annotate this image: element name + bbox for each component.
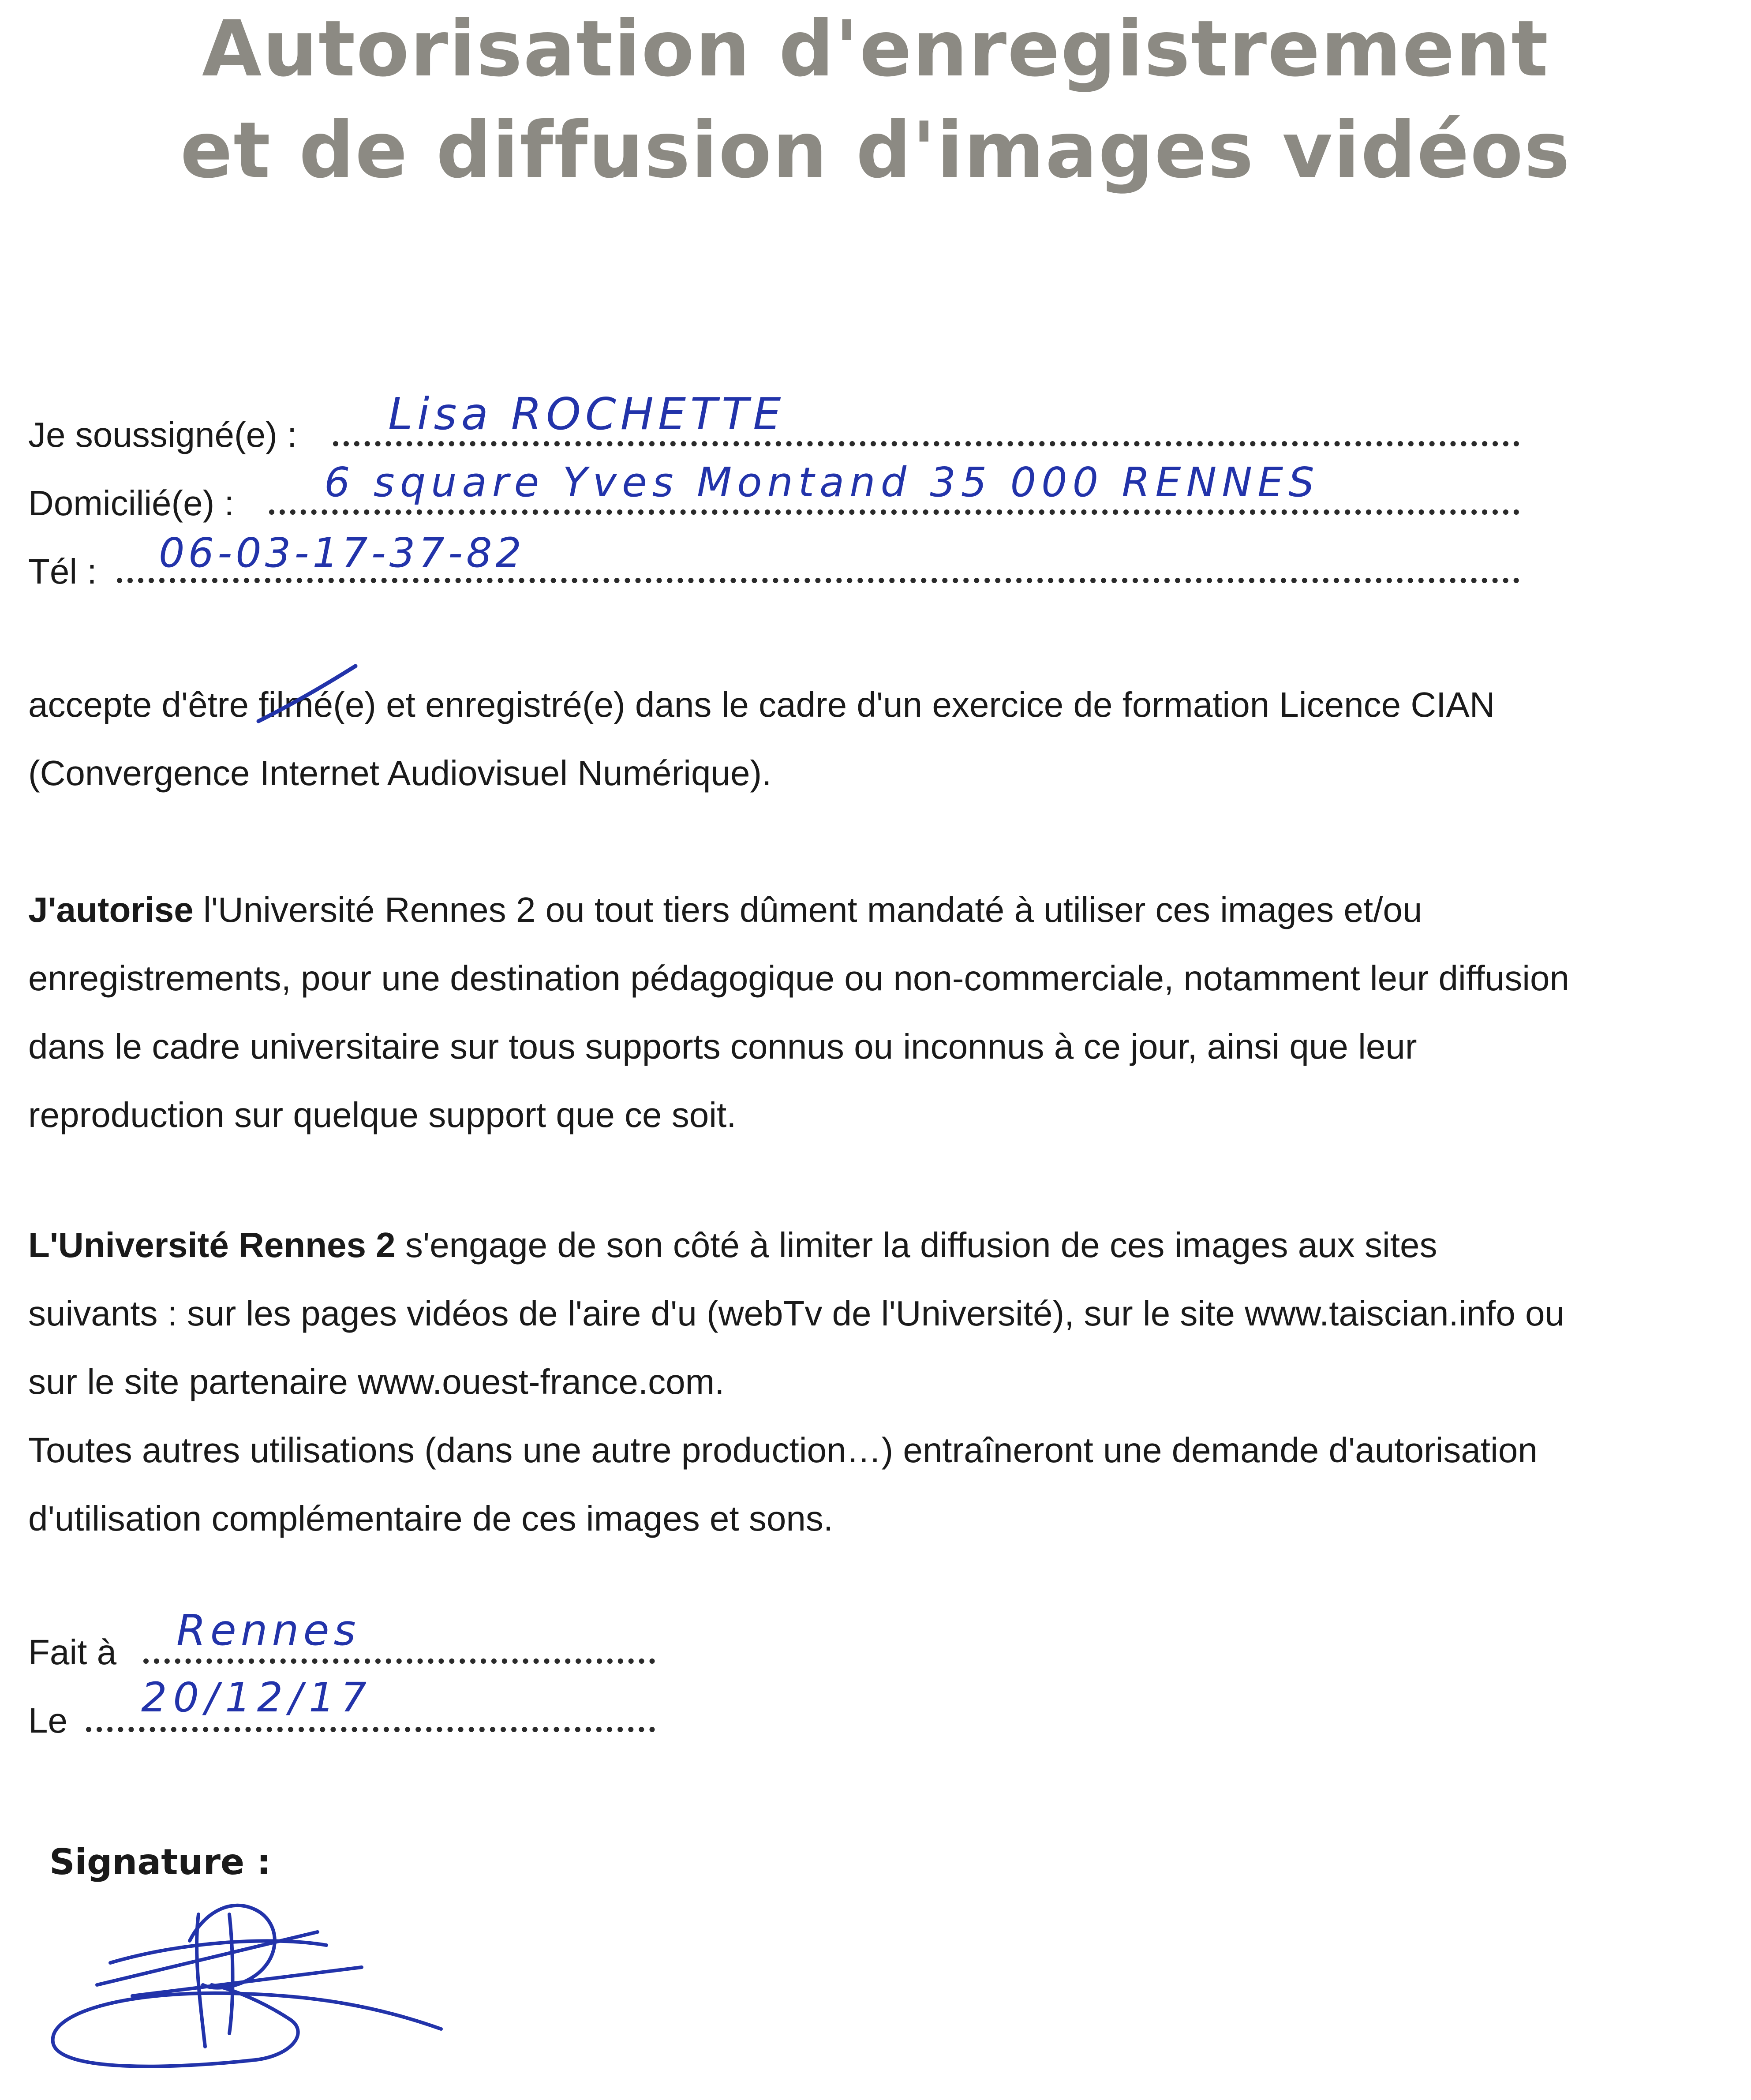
field-label-le: Le xyxy=(28,1701,67,1740)
title-line-1: Autorisation d'enregistrement xyxy=(202,4,1549,94)
dotted-line xyxy=(143,1658,655,1664)
struck-word: filmé xyxy=(258,670,333,739)
engage-text-4: Toutes autres utilisations (dans une autre production…) entraîneront une demande d'autorisation xyxy=(28,1430,1538,1470)
field-label-domicilie: Domicilié(e) : xyxy=(28,483,234,523)
field-label-tel: Tél : xyxy=(28,552,97,591)
dotted-line xyxy=(333,441,1519,446)
handwritten-name: Lisa ROCHETTE xyxy=(388,388,786,440)
dotted-line xyxy=(86,1727,655,1732)
signature-image xyxy=(44,1888,463,2073)
autorise-text-3: dans le cadre universitaire sur tous supports connus ou inconnus à ce jour, ainsi que leur xyxy=(28,1027,1417,1066)
engage-bold: L'Université Rennes 2 xyxy=(28,1225,396,1265)
accept-text-before: accepte d'être xyxy=(28,685,259,724)
handwritten-address: 6 square Yves Montand 35 000 RENNES xyxy=(324,459,1320,506)
engage-text-2: suivants : sur les pages vidéos de l'aire d'u (webTv de l'Université), sur le site www.taiscian.info ou xyxy=(28,1294,1564,1333)
autorise-text-2: enregistrements, pour une destination pédagogique ou non-commerciale, notamment leur diffusion xyxy=(28,958,1569,998)
dotted-line xyxy=(269,509,1519,515)
field-label-soussigne: Je soussigné(e) : xyxy=(28,415,297,454)
engage-text-3: sur le site partenaire www.ouest-france.com. xyxy=(28,1362,725,1401)
engage-text-1: s'engage de son côté à limiter la diffusion de ces images aux sites xyxy=(395,1225,1437,1265)
autorise-text-1: l'Université Rennes 2 ou tout tiers dûment mandaté à utiliser ces images et/ou xyxy=(193,890,1422,929)
accept-paragraph xyxy=(28,670,1495,807)
handwritten-phone: 06-03-17-37-82 xyxy=(159,529,525,576)
engage-paragraph xyxy=(28,1211,1564,1553)
dotted-line xyxy=(117,578,1519,583)
strike-mark xyxy=(254,657,360,728)
engage-text-5: d'utilisation complémentaire de ces images et sons. xyxy=(28,1499,834,1538)
title-line-2: et de diffusion d'images vidéos xyxy=(180,106,1571,195)
autorise-paragraph xyxy=(28,876,1569,1149)
accept-text-line2: (Convergence Internet Audiovisuel Numérique). xyxy=(28,753,772,793)
handwritten-place: Rennes xyxy=(176,1606,360,1655)
handwritten-date: 20/12/17 xyxy=(141,1674,373,1721)
accept-text-after: (e) et enregistré(e) dans le cadre d'un exercice de formation Licence CIAN xyxy=(333,685,1495,724)
autorise-text-4: reproduction sur quelque support que ce soit. xyxy=(28,1095,737,1134)
autorise-bold: J'autorise xyxy=(28,890,194,929)
field-label-fait: Fait à xyxy=(28,1632,117,1672)
signature-label: Signature : xyxy=(49,1842,271,1883)
